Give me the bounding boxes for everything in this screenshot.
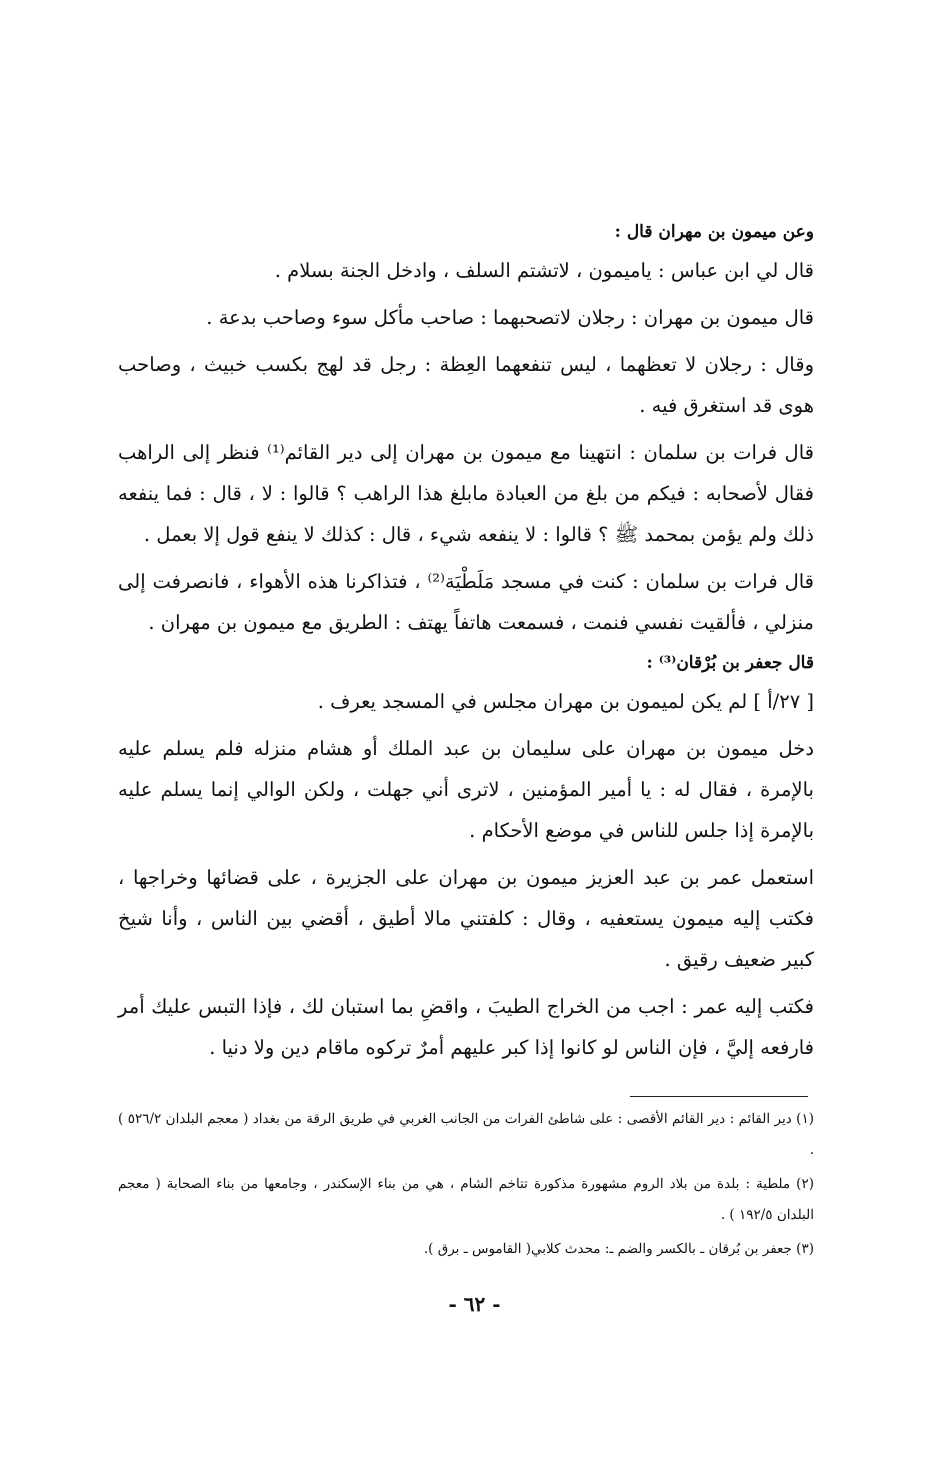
footnote-divider [630,1096,808,1097]
paragraph-two-companions: قال ميمون بن مهران : رجلان لاتصحبهما : صاحب مأكل سوء وصاحب بدعة . [206,306,814,329]
paragraph-majlis: [ ٢٧/أ ] لم يكن لميمون بن مهران مجلس في المسجد يعرف . [317,690,814,713]
paragraph-caliph-visit: دخل ميمون بن مهران على سليمان بن عبد الملك أو هشام منزله فلم يسلم عليه بالإمرة ، فقال له : يا أمير المؤمنين ، لاترى أني جهلت ، ولكن الوالي إنما يسلم عليه بالإمرة إذا جلس للناس في موضع الأحكام . [118,737,814,842]
section-heading-jafar: قال جعفر بن بُرْقان⁽³⁾ : [646,653,814,673]
paragraph-umar-reply: فكتب إليه عمر : اجب من الخراج الطيبَ ، واقضِ بما استبان لك ، فإذا التبس عليك أمر فارفعه إليَّ ، فإن الناس لو كانوا إذا كبر عليهم أمرٌ تركوه ماقام دين ولا دنيا . [118,995,814,1059]
paragraph-umar-appointment: استعمل عمر بن عبد العزيز ميمون بن مهران على الجزيرة ، على قضائها وخراجها ، فكتب إليه ميمون يستعفيه ، وقال : كلفتني مالا أطيق ، أقضي بين الناس ، وأنا شيخ كبير ضعيف رقيق . [118,866,814,971]
main-text [118,218,814,1074]
paragraph-ibn-abbas: قال لي ابن عباس : ياميمون ، لاتشتم السلف ، وادخل الجنة بسلام . [274,259,814,282]
footnote-1: (١) دير القائم : دير القائم الأقصى : على شاطئ الفرات من الجانب الغربي في طريق الرقة من بغداد ( معجم البلدان ٥٢٦/٢ ) . [118,1111,814,1158]
footnote-3: (٣) جعفر بن بُرقان ـ بالكسر والضم ـ: محدث كلابي( القاموس ـ برق ). [423,1241,814,1257]
section-heading: وعن ميمون بن مهران قال : [614,222,814,242]
footnotes [118,1104,814,1268]
paragraph-malatya: قال فرات بن سلمان : كنت في مسجد مَلَطْيَة⁽²⁾ ، فتذاكرنا هذه الأهواء ، فانصرفت إلى منزلي ، فألقيت نفسي فنمت ، فسمعت هاتفاً يهتف : الطريق مع ميمون بن مهران . [118,570,814,634]
paragraph-two-men: وقال : رجلان لا تعظهما ، ليس تنفعهما العِظة : رجل قد لهج بكسب خبيث ، وصاحب هوى قد استغرق فيه . [118,353,814,417]
footnote-2: (٢) ملطية : بلدة من بلاد الروم مشهورة مذكورة تتاخم الشام ، هي من بناء الإسكندر ، وجامعها من بناء الصحابة ( معجم البلدان ١٩٢/٥ ) . [118,1176,814,1223]
paragraph-monk: قال فرات بن سلمان : انتهينا مع ميمون بن مهران إلى دير القائم⁽¹⁾ فنظر إلى الراهب فقال لأصحابه : فيكم من بلغ من العبادة مابلغ هذا الراهب ؟ قالوا : لا ، قال : فما ينفعه ذلك ولم يؤمن بمحمد ﷺ ؟ قالوا : لا ينفعه شيء ، قال : كذلك لا ينفع قول إلا بعمل . [118,441,814,546]
page-number: - ٦٢ - [448,1292,501,1316]
